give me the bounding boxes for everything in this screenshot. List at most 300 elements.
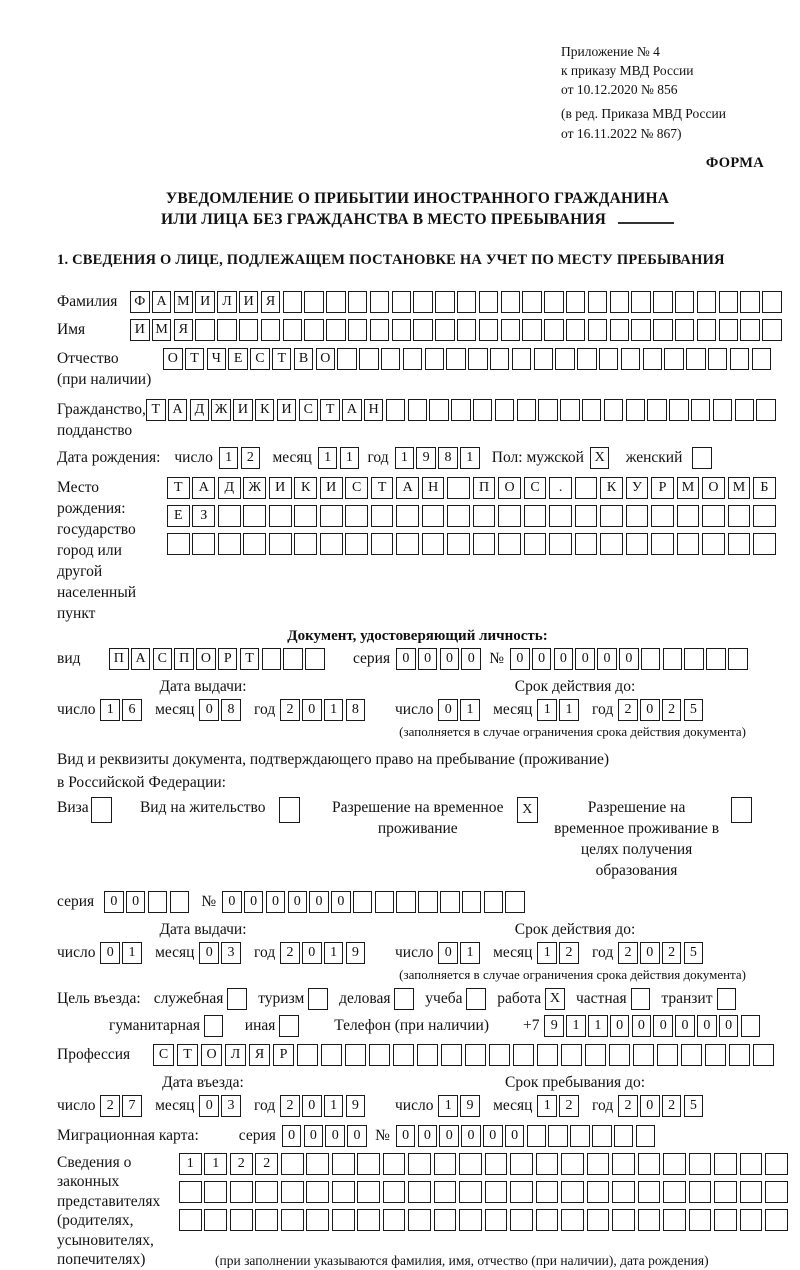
char-box[interactable]: [566, 291, 586, 313]
char-box[interactable]: [561, 1209, 584, 1231]
char-box[interactable]: [638, 1209, 661, 1231]
char-box[interactable]: 2: [559, 942, 579, 964]
permit-issue-day-field[interactable]: [100, 942, 144, 964]
char-box[interactable]: М: [728, 477, 751, 499]
char-box[interactable]: [255, 1181, 278, 1203]
char-box[interactable]: Р: [218, 648, 238, 670]
purpose-transit-checkbox[interactable]: [717, 988, 739, 1010]
char-box[interactable]: X: [590, 447, 610, 469]
char-box[interactable]: 9: [346, 1095, 366, 1117]
permit-issue-year-field[interactable]: [280, 942, 367, 964]
char-box[interactable]: А: [342, 399, 362, 421]
char-box[interactable]: [332, 1181, 355, 1203]
char-box[interactable]: 2: [280, 699, 300, 721]
char-box[interactable]: [713, 399, 733, 421]
char-box[interactable]: С: [299, 399, 319, 421]
char-box[interactable]: 0: [288, 891, 308, 913]
char-box[interactable]: [689, 1153, 712, 1175]
char-box[interactable]: [218, 505, 241, 527]
char-box[interactable]: О: [316, 348, 336, 370]
char-box[interactable]: [394, 988, 414, 1010]
char-box[interactable]: [326, 291, 346, 313]
char-box[interactable]: [418, 891, 438, 913]
char-box[interactable]: [465, 1044, 486, 1066]
char-box[interactable]: [626, 399, 646, 421]
char-box[interactable]: [484, 891, 504, 913]
char-box[interactable]: [434, 1209, 457, 1231]
char-box[interactable]: Я: [261, 291, 281, 313]
char-box[interactable]: Б: [753, 477, 776, 499]
char-box[interactable]: 1: [566, 1015, 586, 1037]
char-box[interactable]: [582, 399, 602, 421]
char-box[interactable]: [765, 1181, 788, 1203]
char-box[interactable]: 0: [483, 1125, 503, 1147]
rvp-checkbox[interactable]: [517, 797, 540, 823]
char-box[interactable]: [495, 399, 515, 421]
char-box[interactable]: О: [702, 477, 725, 499]
char-box[interactable]: 0: [554, 648, 574, 670]
char-box[interactable]: [705, 1044, 726, 1066]
char-box[interactable]: [684, 648, 704, 670]
char-box[interactable]: [663, 648, 683, 670]
char-box[interactable]: [485, 1209, 508, 1231]
char-box[interactable]: М: [677, 477, 700, 499]
char-box[interactable]: 7: [122, 1095, 142, 1117]
char-box[interactable]: М: [152, 319, 172, 341]
char-box[interactable]: [91, 797, 112, 823]
char-box[interactable]: [752, 348, 772, 370]
char-box[interactable]: [230, 1209, 253, 1231]
char-box[interactable]: [534, 348, 554, 370]
char-box[interactable]: 0: [126, 891, 146, 913]
char-box[interactable]: [501, 319, 521, 341]
char-box[interactable]: Н: [422, 477, 445, 499]
char-box[interactable]: [306, 1153, 329, 1175]
char-box[interactable]: [697, 291, 717, 313]
char-box[interactable]: 0: [440, 648, 460, 670]
char-box[interactable]: 0: [697, 1015, 717, 1037]
visa-checkbox[interactable]: [91, 797, 114, 823]
char-box[interactable]: С: [250, 348, 270, 370]
char-box[interactable]: [719, 291, 739, 313]
char-box[interactable]: [447, 477, 470, 499]
char-box[interactable]: 0: [632, 1015, 652, 1037]
char-box[interactable]: [357, 1181, 380, 1203]
char-box[interactable]: П: [473, 477, 496, 499]
char-box[interactable]: А: [131, 648, 151, 670]
char-box[interactable]: [204, 1209, 227, 1231]
char-box[interactable]: [636, 1125, 656, 1147]
char-box[interactable]: [675, 291, 695, 313]
char-box[interactable]: [408, 1181, 431, 1203]
char-box[interactable]: [396, 891, 416, 913]
purpose-study-checkbox[interactable]: [466, 988, 488, 1010]
char-box[interactable]: 0: [331, 891, 351, 913]
char-box[interactable]: [479, 319, 499, 341]
char-box[interactable]: [517, 399, 537, 421]
char-box[interactable]: [332, 1209, 355, 1231]
char-box[interactable]: [731, 797, 752, 823]
char-box[interactable]: [204, 1015, 224, 1037]
char-box[interactable]: [279, 1015, 299, 1037]
identity-valid-month-field[interactable]: [537, 699, 581, 721]
char-box[interactable]: [631, 291, 651, 313]
char-box[interactable]: [345, 505, 368, 527]
birth-year-field[interactable]: [395, 447, 482, 469]
char-box[interactable]: [740, 1181, 763, 1203]
char-box[interactable]: [663, 1209, 686, 1231]
char-box[interactable]: 1: [537, 1095, 557, 1117]
char-box[interactable]: [371, 505, 394, 527]
char-box[interactable]: [638, 1181, 661, 1203]
char-box[interactable]: [588, 291, 608, 313]
char-box[interactable]: [473, 399, 493, 421]
char-box[interactable]: 0: [461, 648, 481, 670]
permit-series-field[interactable]: [104, 891, 191, 913]
char-box[interactable]: [332, 1153, 355, 1175]
char-box[interactable]: 0: [199, 699, 219, 721]
char-box[interactable]: В: [294, 348, 314, 370]
char-box[interactable]: 0: [282, 1125, 302, 1147]
char-box[interactable]: [148, 891, 168, 913]
doc-series-field[interactable]: [396, 648, 483, 670]
char-box[interactable]: [702, 533, 725, 555]
char-box[interactable]: [653, 319, 673, 341]
char-box[interactable]: 9: [460, 1095, 480, 1117]
char-box[interactable]: О: [201, 1044, 222, 1066]
char-box[interactable]: [600, 533, 623, 555]
char-box[interactable]: 0: [347, 1125, 367, 1147]
char-box[interactable]: [677, 533, 700, 555]
char-box[interactable]: [369, 1044, 390, 1066]
char-box[interactable]: [575, 533, 598, 555]
char-box[interactable]: [473, 505, 496, 527]
char-box[interactable]: [669, 399, 689, 421]
char-box[interactable]: 0: [532, 648, 552, 670]
char-box[interactable]: [560, 399, 580, 421]
char-box[interactable]: [575, 477, 598, 499]
char-box[interactable]: [359, 348, 379, 370]
char-box[interactable]: [459, 1181, 482, 1203]
char-box[interactable]: [719, 319, 739, 341]
char-box[interactable]: [681, 1044, 702, 1066]
char-box[interactable]: К: [255, 399, 275, 421]
char-box[interactable]: [631, 319, 651, 341]
char-box[interactable]: Ф: [130, 291, 150, 313]
mc-series-field[interactable]: [282, 1125, 369, 1147]
char-box[interactable]: [422, 505, 445, 527]
name-field[interactable]: [130, 319, 784, 341]
char-box[interactable]: [729, 1044, 750, 1066]
char-box[interactable]: [536, 1181, 559, 1203]
char-box[interactable]: Т: [167, 477, 190, 499]
char-box[interactable]: [612, 1153, 635, 1175]
char-box[interactable]: [370, 291, 390, 313]
char-box[interactable]: [498, 505, 521, 527]
char-box[interactable]: Н: [364, 399, 384, 421]
char-box[interactable]: И: [239, 291, 259, 313]
char-box[interactable]: 5: [684, 699, 704, 721]
char-box[interactable]: 2: [559, 1095, 579, 1117]
char-box[interactable]: Т: [240, 648, 260, 670]
char-box[interactable]: [537, 1044, 558, 1066]
char-box[interactable]: [392, 291, 412, 313]
char-box[interactable]: 0: [304, 1125, 324, 1147]
doc-kind-field[interactable]: [109, 648, 327, 670]
char-box[interactable]: 0: [199, 1095, 219, 1117]
char-box[interactable]: 1: [204, 1153, 227, 1175]
char-box[interactable]: [626, 505, 649, 527]
char-box[interactable]: [413, 319, 433, 341]
char-box[interactable]: [570, 1125, 590, 1147]
char-box[interactable]: [714, 1181, 737, 1203]
char-box[interactable]: [740, 291, 760, 313]
char-box[interactable]: О: [163, 348, 183, 370]
char-box[interactable]: [451, 399, 471, 421]
char-box[interactable]: .: [549, 477, 572, 499]
char-box[interactable]: [544, 319, 564, 341]
char-box[interactable]: [167, 533, 190, 555]
char-box[interactable]: 0: [309, 891, 329, 913]
char-box[interactable]: [555, 348, 575, 370]
char-box[interactable]: [600, 505, 623, 527]
char-box[interactable]: [740, 1209, 763, 1231]
char-box[interactable]: 0: [396, 648, 416, 670]
char-box[interactable]: [473, 533, 496, 555]
char-box[interactable]: К: [600, 477, 623, 499]
char-box[interactable]: [434, 1153, 457, 1175]
char-box[interactable]: 1: [395, 447, 415, 469]
char-box[interactable]: 3: [221, 942, 241, 964]
purpose-other-checkbox[interactable]: [279, 1015, 301, 1037]
char-box[interactable]: [255, 1209, 278, 1231]
char-box[interactable]: Л: [225, 1044, 246, 1066]
char-box[interactable]: [549, 505, 572, 527]
char-box[interactable]: [536, 1209, 559, 1231]
char-box[interactable]: [179, 1209, 202, 1231]
char-box[interactable]: С: [153, 648, 173, 670]
char-box[interactable]: [599, 348, 619, 370]
purpose-tourism-checkbox[interactable]: [308, 988, 330, 1010]
char-box[interactable]: [192, 533, 215, 555]
char-box[interactable]: [489, 1044, 510, 1066]
char-box[interactable]: [728, 648, 748, 670]
char-box[interactable]: Ч: [207, 348, 227, 370]
char-box[interactable]: Т: [272, 348, 292, 370]
char-box[interactable]: [243, 505, 266, 527]
char-box[interactable]: [604, 399, 624, 421]
char-box[interactable]: [631, 988, 651, 1010]
char-box[interactable]: 2: [241, 447, 261, 469]
char-box[interactable]: У: [626, 477, 649, 499]
char-box[interactable]: 9: [416, 447, 436, 469]
char-box[interactable]: [227, 988, 247, 1010]
char-box[interactable]: 1: [460, 699, 480, 721]
char-box[interactable]: [675, 319, 695, 341]
birth-day-field[interactable]: [219, 447, 263, 469]
char-box[interactable]: [441, 1044, 462, 1066]
char-box[interactable]: [383, 1209, 406, 1231]
char-box[interactable]: 0: [640, 1095, 660, 1117]
char-box[interactable]: [396, 505, 419, 527]
char-box[interactable]: [320, 533, 343, 555]
char-box[interactable]: [357, 1153, 380, 1175]
char-box[interactable]: Т: [320, 399, 340, 421]
char-box[interactable]: [217, 319, 237, 341]
char-box[interactable]: [561, 1153, 584, 1175]
char-box[interactable]: [633, 1044, 654, 1066]
char-box[interactable]: 2: [618, 942, 638, 964]
char-box[interactable]: [283, 319, 303, 341]
char-box[interactable]: [728, 533, 751, 555]
char-box[interactable]: [297, 1044, 318, 1066]
profession-field[interactable]: [153, 1044, 777, 1066]
char-box[interactable]: [279, 797, 300, 823]
char-box[interactable]: 1: [537, 942, 557, 964]
char-box[interactable]: [357, 1209, 380, 1231]
char-box[interactable]: [566, 319, 586, 341]
char-box[interactable]: 2: [662, 1095, 682, 1117]
identity-issue-month-field[interactable]: [199, 699, 243, 721]
char-box[interactable]: [612, 1181, 635, 1203]
char-box[interactable]: О: [498, 477, 521, 499]
char-box[interactable]: X: [517, 797, 538, 823]
char-box[interactable]: [466, 988, 486, 1010]
char-box[interactable]: [663, 1181, 686, 1203]
char-box[interactable]: 1: [122, 942, 142, 964]
char-box[interactable]: [524, 533, 547, 555]
char-box[interactable]: [664, 348, 684, 370]
char-box[interactable]: О: [196, 648, 216, 670]
char-box[interactable]: [417, 1044, 438, 1066]
birth-month-field[interactable]: [318, 447, 362, 469]
char-box[interactable]: С: [345, 477, 368, 499]
char-box[interactable]: 0: [244, 891, 264, 913]
char-box[interactable]: 0: [222, 891, 242, 913]
char-box[interactable]: [614, 1125, 634, 1147]
char-box[interactable]: 1: [559, 699, 579, 721]
char-box[interactable]: [283, 648, 303, 670]
char-box[interactable]: З: [192, 505, 215, 527]
char-box[interactable]: 0: [510, 648, 530, 670]
char-box[interactable]: [505, 891, 525, 913]
char-box[interactable]: Л: [217, 291, 237, 313]
char-box[interactable]: 0: [266, 891, 286, 913]
char-box[interactable]: [638, 1153, 661, 1175]
char-box[interactable]: 0: [575, 648, 595, 670]
char-box[interactable]: 0: [461, 1125, 481, 1147]
char-box[interactable]: [434, 1181, 457, 1203]
char-box[interactable]: 1: [324, 942, 344, 964]
char-box[interactable]: Т: [146, 399, 166, 421]
char-box[interactable]: Ж: [211, 399, 231, 421]
char-box[interactable]: [765, 1209, 788, 1231]
char-box[interactable]: И: [195, 291, 215, 313]
char-box[interactable]: [305, 648, 325, 670]
char-box[interactable]: [657, 1044, 678, 1066]
char-box[interactable]: 1: [318, 447, 338, 469]
char-box[interactable]: 0: [302, 942, 322, 964]
char-box[interactable]: Т: [177, 1044, 198, 1066]
char-box[interactable]: Т: [185, 348, 205, 370]
purpose-private-checkbox[interactable]: [631, 988, 653, 1010]
char-box[interactable]: [513, 1044, 534, 1066]
char-box[interactable]: А: [396, 477, 419, 499]
char-box[interactable]: [375, 891, 395, 913]
patronymic-field[interactable]: [163, 348, 773, 370]
char-box[interactable]: [762, 291, 782, 313]
char-box[interactable]: Д: [190, 399, 210, 421]
char-box[interactable]: 1: [179, 1153, 202, 1175]
permit-number-field[interactable]: [222, 891, 527, 913]
char-box[interactable]: [686, 348, 706, 370]
char-box[interactable]: [446, 348, 466, 370]
char-box[interactable]: 1: [588, 1015, 608, 1037]
citizenship-field[interactable]: [146, 399, 778, 421]
char-box[interactable]: [490, 348, 510, 370]
birthplace-line1-field[interactable]: [167, 477, 779, 499]
char-box[interactable]: [413, 291, 433, 313]
char-box[interactable]: 5: [684, 1095, 704, 1117]
char-box[interactable]: [651, 505, 674, 527]
char-box[interactable]: [408, 1153, 431, 1175]
char-box[interactable]: [741, 1015, 761, 1037]
char-box[interactable]: [479, 291, 499, 313]
sex-female-checkbox[interactable]: [692, 447, 714, 469]
char-box[interactable]: 1: [438, 1095, 458, 1117]
stay-month-field[interactable]: [537, 1095, 581, 1117]
char-box[interactable]: [435, 319, 455, 341]
char-box[interactable]: [261, 319, 281, 341]
char-box[interactable]: [269, 533, 292, 555]
char-box[interactable]: [753, 1044, 774, 1066]
char-box[interactable]: [179, 1181, 202, 1203]
char-box[interactable]: [294, 505, 317, 527]
char-box[interactable]: [348, 319, 368, 341]
char-box[interactable]: [697, 319, 717, 341]
char-box[interactable]: [522, 319, 542, 341]
char-box[interactable]: [548, 1125, 568, 1147]
char-box[interactable]: 0: [505, 1125, 525, 1147]
char-box[interactable]: 3: [221, 1095, 241, 1117]
char-box[interactable]: 1: [537, 699, 557, 721]
char-box[interactable]: [691, 399, 711, 421]
char-box[interactable]: 0: [610, 1015, 630, 1037]
permit-issue-month-field[interactable]: [199, 942, 243, 964]
char-box[interactable]: 2: [280, 942, 300, 964]
char-box[interactable]: [717, 988, 737, 1010]
char-box[interactable]: А: [192, 477, 215, 499]
char-box[interactable]: [498, 533, 521, 555]
char-box[interactable]: [756, 399, 776, 421]
char-box[interactable]: 9: [544, 1015, 564, 1037]
char-box[interactable]: 9: [346, 942, 366, 964]
entry-year-field[interactable]: [280, 1095, 367, 1117]
permit-valid-year-field[interactable]: [618, 942, 705, 964]
char-box[interactable]: [592, 1125, 612, 1147]
char-box[interactable]: 0: [597, 648, 617, 670]
char-box[interactable]: [392, 319, 412, 341]
char-box[interactable]: [728, 505, 751, 527]
char-box[interactable]: 0: [100, 942, 120, 964]
char-box[interactable]: 5: [684, 942, 704, 964]
purpose-business-checkbox[interactable]: [394, 988, 416, 1010]
char-box[interactable]: Т: [371, 477, 394, 499]
char-box[interactable]: 0: [675, 1015, 695, 1037]
char-box[interactable]: [337, 348, 357, 370]
char-box[interactable]: [510, 1209, 533, 1231]
char-box[interactable]: И: [269, 477, 292, 499]
